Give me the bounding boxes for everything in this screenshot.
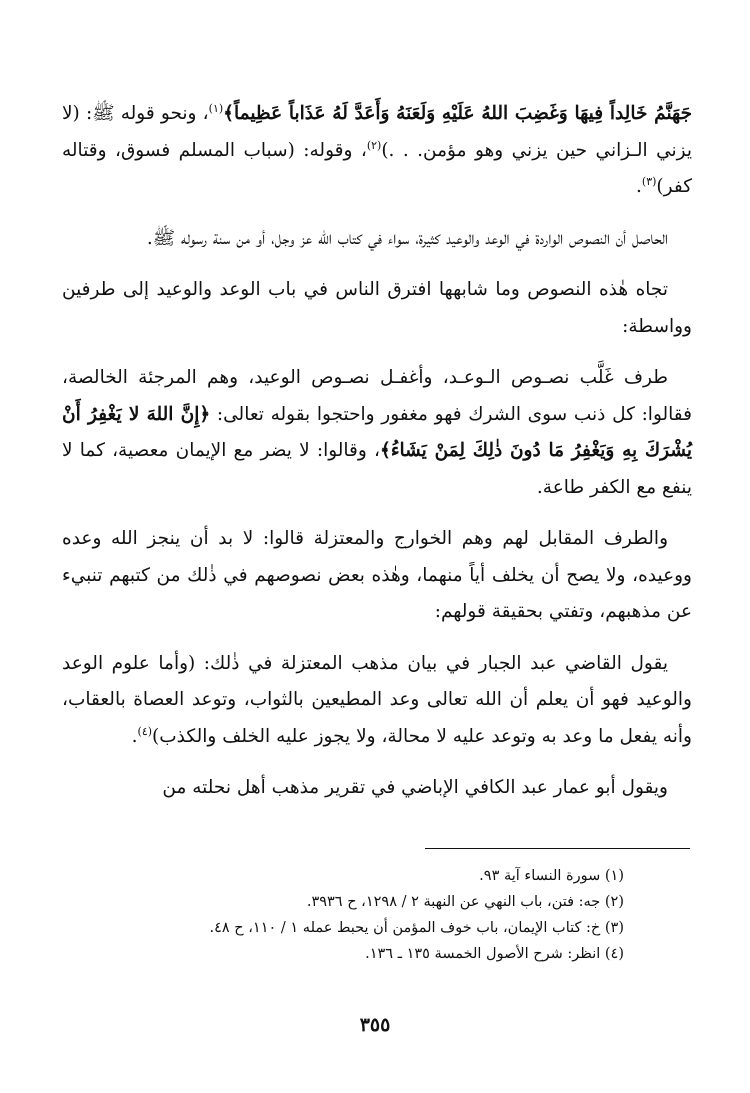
footnotes	[62, 863, 624, 967]
footnote-2: (٢) جه: فتن، باب النهي عن النهبة ٢ / ١٢٩٨، ح ٣٩٣٦.	[306, 894, 624, 910]
paragraph-text: ، وقالوا: لا يضر مع الإيمان معصية، كما لا ينفع مع الكفر طاعة.	[62, 440, 692, 498]
footnote-ref-1: (١)	[208, 101, 224, 115]
paragraph-4	[62, 360, 692, 506]
paragraph-2: الحاصل أن النصوص الواردة في الوعد والوعيد كثيرة، سواء في كتاب الله عز وجل، أو من سنة رسوله ﷺ.	[146, 227, 668, 249]
paragraph-text: ، وقوله: (سباب المسلم فسوق، وقتاله كفر)	[62, 139, 692, 197]
paragraph-6	[62, 646, 692, 756]
footnote-4: (٤) انظر: شرح الأصول الخمسة ١٣٥ ـ ١٣٦.	[365, 946, 624, 962]
paragraph-7: ويقول أبو عمار عبد الكافي الإباضي في تقرير مذهب أهل نحلته من	[162, 777, 668, 798]
paragraph-5: والطرف المقابل لهم وهم الخوارج والمعتزلة قالوا: لا بد أن ينجز الله وعده ووعيده، ولا يصح أن يخلف أياً منهما، وهٰذه بعض نصوصهم في ذٰلك من كتبهم تنبيء عن مذهبهم، وتفتي بحقيقة قولهم:	[62, 528, 692, 622]
paragraph-text: يقول القاضي عبد الجبار في بيان مذهب المعتزلة في ذٰلك: (وأما علوم الوعد والوعيد فهو أن يعلم أن الله تعالى وعد المطيعين بالثواب، وتوعد العصاة بالعقاب، وأنه يفعل ما وعد به وتوعد عليه لا محالة، ولا يجوز عليه الخلف والكذب)	[62, 652, 692, 747]
page-body	[62, 96, 692, 822]
footnote-ref-3: (٣)	[641, 174, 657, 188]
footnote-3: (٣) خ: كتاب الإيمان، باب خوف المؤمن أن يحبط عمله ١ / ١١٠، ح ٤٨.	[209, 920, 624, 936]
paragraph-text: .	[131, 725, 138, 747]
footnote-divider	[425, 848, 690, 849]
paragraph-1	[62, 96, 692, 206]
footnote-ref-4: (٤)	[137, 724, 153, 738]
paragraph-text: طرف غَلَّب نصـوص الـوعـد، وأغفـل نصـوص الوعيد، وهم المرجئة الخالصة، فقالوا: كل ذنب سوى الشرك فهو مغفور واحتجوا بقوله تعالى:	[62, 367, 692, 425]
footnote-1: (١) سورة النساء آية ٩٣.	[479, 868, 624, 884]
quran-quote: ﴿إِنَّ اللهَ لا يَغْفِرُ أَنْ يُشْرَكَ بِهِ وَيَغْفِرُ مَا دُونَ ذٰلِكَ لِمَنْ يَشَاءُ﴾	[62, 403, 692, 461]
footnote-ref-2: (٢)	[366, 138, 382, 152]
paragraph-text: ، ونحو قوله ﷺ: (لا يزني الـزاني حين يزني وهو مؤمن. . .)	[62, 103, 692, 161]
quran-quote: جَهَنَّمُ خَالِداً فِيهَا وَغَضِبَ اللهُ عَلَيْهِ وَلَعَنَهُ وَأَعَدَّ لَهُ عَذَاباً عَظِيماً﴾	[223, 103, 693, 124]
page-number: ٣٥٥	[359, 1014, 391, 1036]
paragraph-text: .	[636, 176, 642, 197]
paragraph-3: تجاه هٰذه النصوص وما شابهها افترق الناس في باب الوعد والوعيد إلى طرفين وواسطة:	[62, 279, 692, 337]
